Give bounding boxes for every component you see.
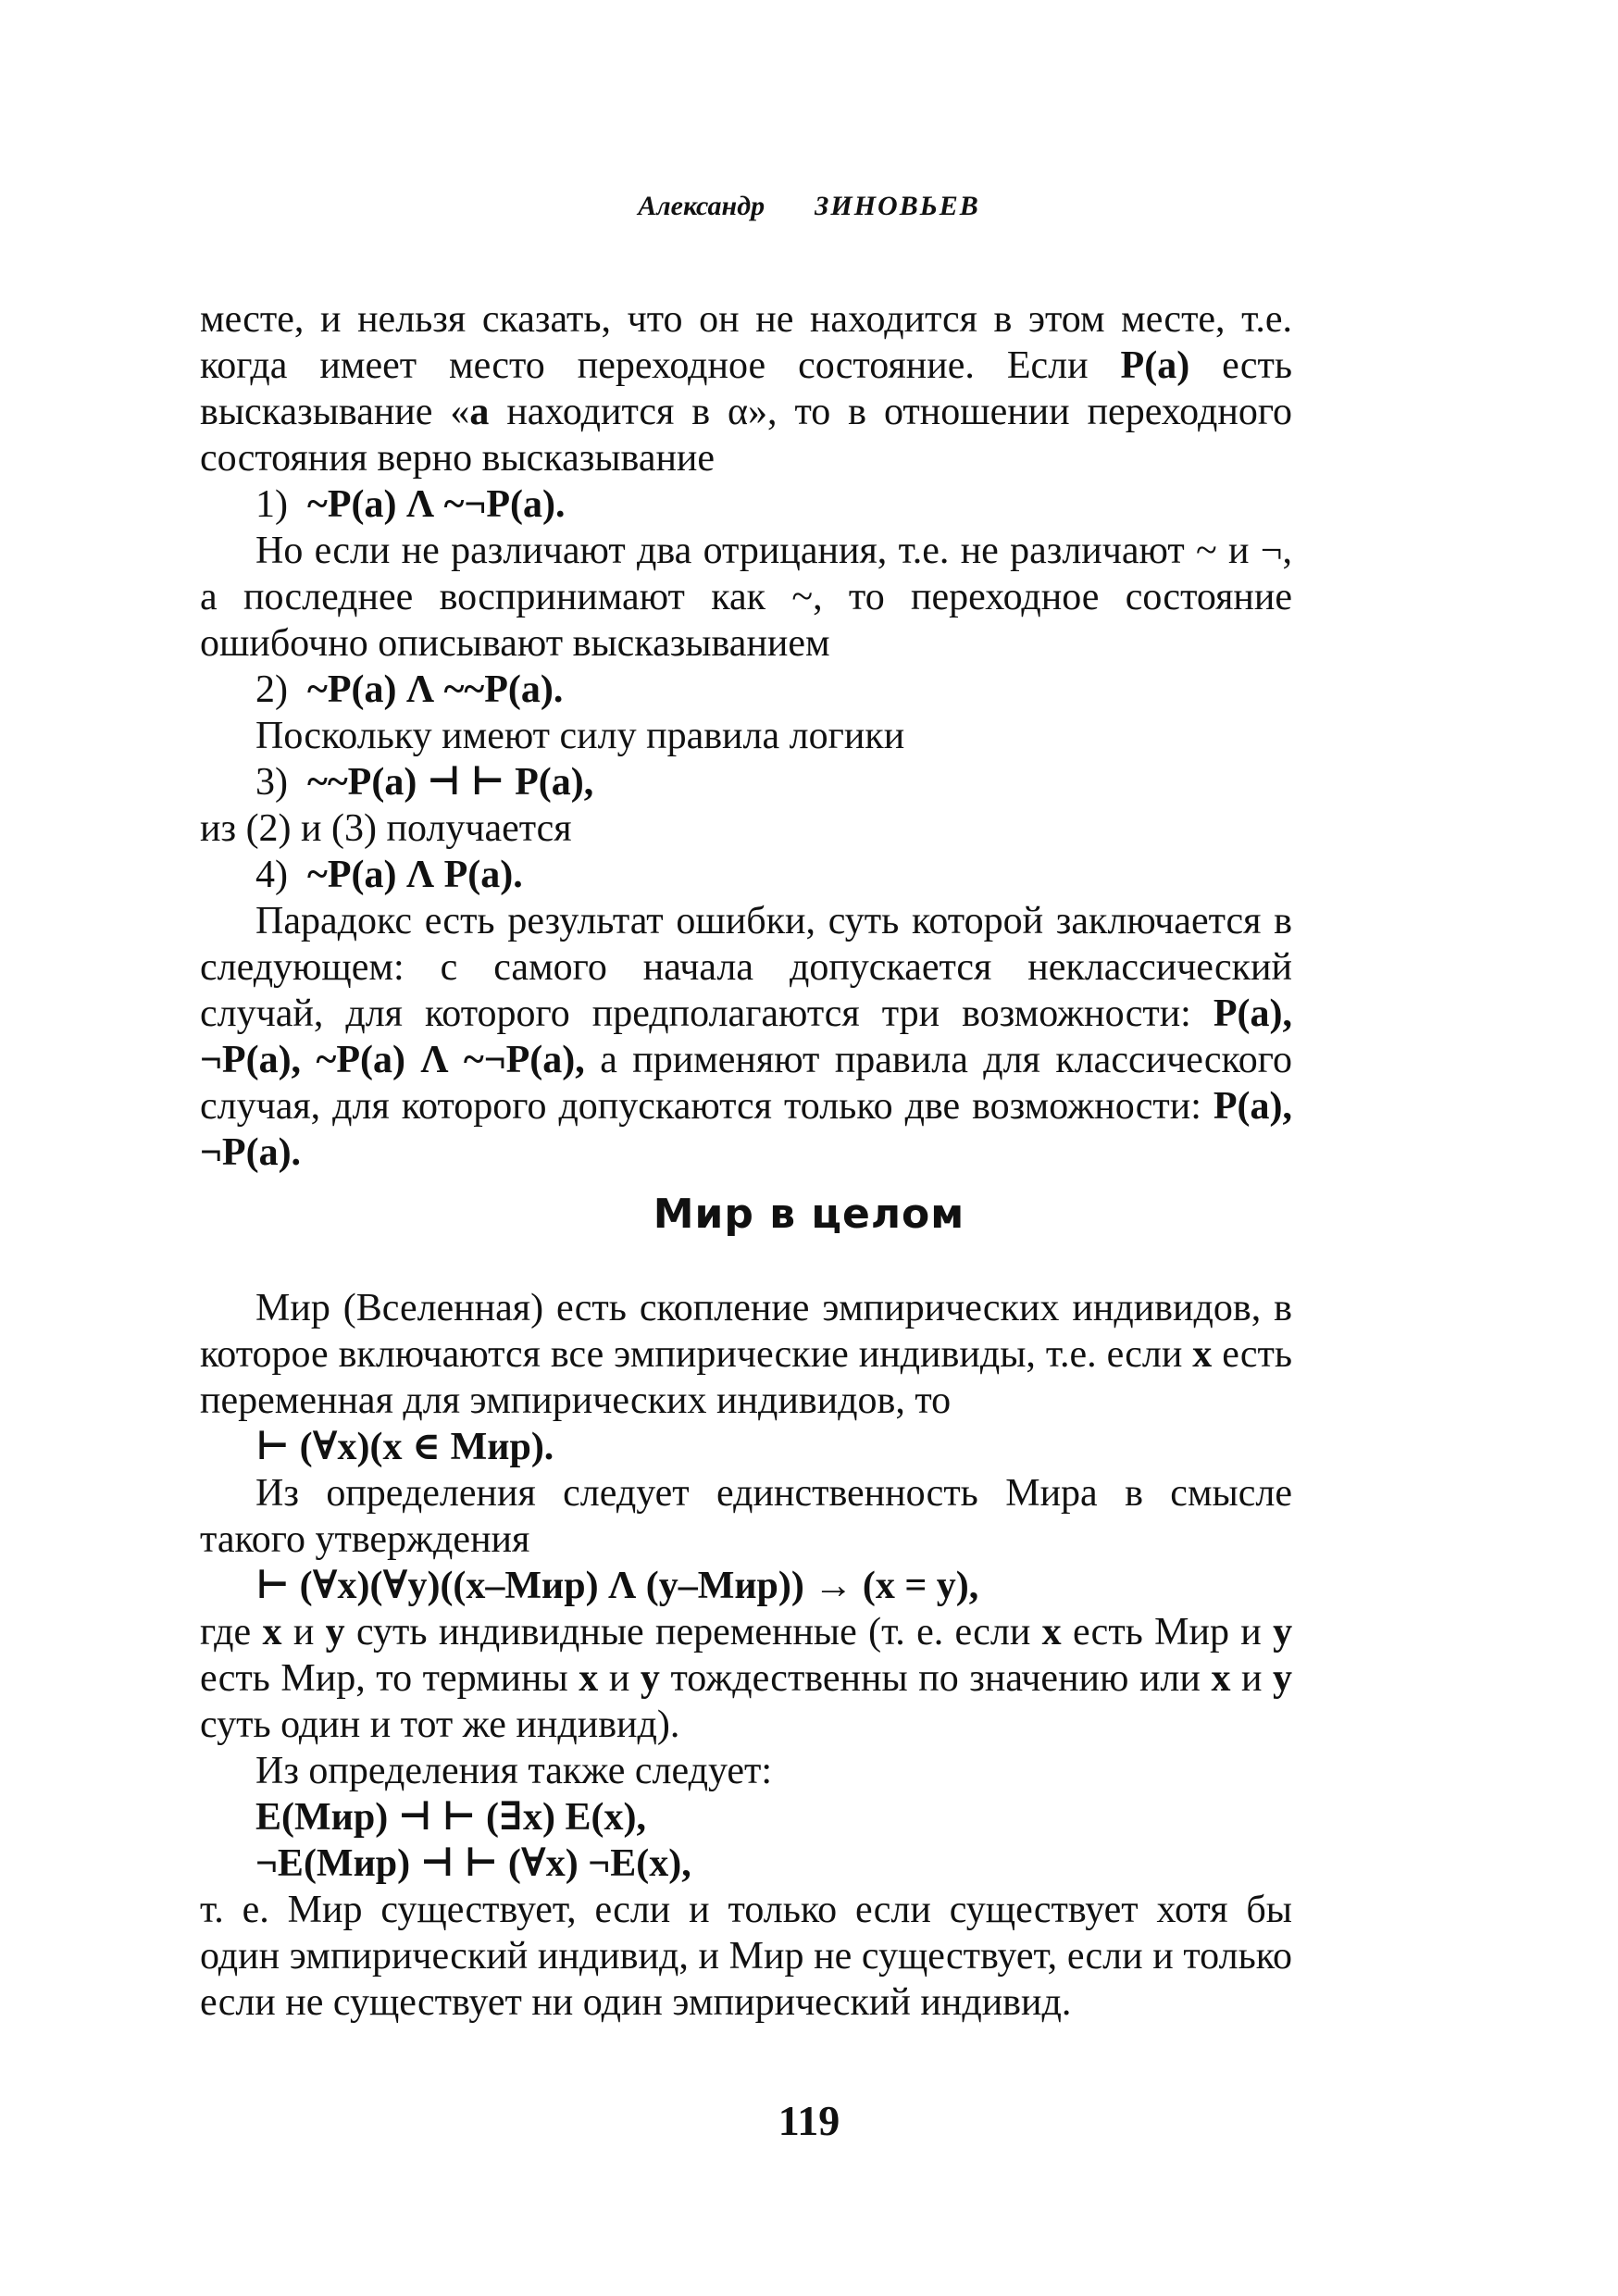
variable-inline: y — [325, 1611, 345, 1653]
formula-line-4 — [200, 852, 1292, 898]
variable-inline: x — [579, 1657, 599, 1700]
formula-number: 4) — [255, 854, 288, 896]
paragraph-text: суть один и тот же индивид). — [200, 1703, 680, 1746]
paragraph-text: и — [608, 1657, 630, 1700]
formula-text: ~P(a) Λ ~~P(a). — [307, 668, 564, 711]
variable-inline: a — [469, 391, 490, 433]
author-last-name: ЗИНОВЬЕВ — [815, 191, 980, 221]
formula-number: 1) — [255, 483, 288, 526]
paragraph: т. е. Мир существует, если и только если существует хотя бы один эмпирический индивид, и Мир не существует, если и только если не существует ни один эмпирический индивид. — [200, 1889, 1292, 2024]
formula-line-1 — [200, 481, 1292, 528]
paragraph: Поскольку имеют силу правила логики — [255, 715, 905, 757]
paragraph-text: суть индивидные переменные (т. е. если — [355, 1611, 1031, 1653]
paragraph-text: и — [292, 1611, 315, 1653]
variable-inline: y — [1273, 1611, 1293, 1653]
paragraph-text: находится в α», то в отношении переходного состояния верно высказывание — [200, 391, 1292, 480]
paragraph — [200, 898, 1292, 1176]
text-block-paradox — [200, 296, 1292, 1176]
paragraph-text: где — [200, 1611, 252, 1653]
paragraph-text: есть Мир, то термины — [200, 1657, 568, 1700]
paragraph-text: есть высказывание « — [200, 344, 1293, 433]
formula-line-3 — [200, 759, 1292, 805]
paragraph-text: есть переменная для эмпирических индивидов, то — [200, 1333, 1293, 1422]
variable-inline: x — [1192, 1333, 1213, 1376]
formula-line-world-2: ⊢ (∀x)(∀y)((x–Мир) Λ (y–Мир)) → (x = y), — [255, 1565, 979, 1607]
paragraph-text: а применяют правила для классического случая, для которого допускаются только две возможности: — [200, 1039, 1292, 1128]
paragraph-text: Парадокс есть результат ошибки, суть которой заключается в следующем: с самого начала допускается неклассический случай, для которого предполагаются три возможности: — [200, 900, 1292, 1035]
variable-inline: y — [1273, 1657, 1293, 1700]
paragraph: Но если не различают два отрицания, т.е. не различают ~ и ¬, а последнее воспринимают как ~, то переходное состояние ошибочно описывают высказыванием — [200, 530, 1292, 665]
text-block-world — [200, 1285, 1292, 2026]
paragraph — [200, 1609, 1292, 1748]
formula-line-world-1: ⊢ (∀x)(x ∈ Мир). — [255, 1426, 554, 1468]
formula-number: 3) — [255, 761, 288, 804]
formula-inline: P(a) — [1120, 344, 1190, 387]
paragraph — [200, 1285, 1292, 1424]
paragraph: Из определения также следует: — [255, 1750, 773, 1792]
variable-inline: x — [262, 1611, 282, 1653]
paragraph — [200, 296, 1292, 481]
paragraph-text: Мир (Вселенная) есть скопление эмпирических индивидов, в которое включаются все эмпирические индивиды, т.е. если — [200, 1287, 1292, 1376]
variable-inline: y — [640, 1657, 660, 1700]
paragraph: Из определения следует единственность Мира в смысле такого утверждения — [200, 1472, 1292, 1561]
paragraph: из (2) и (3) получается — [200, 807, 572, 850]
formula-line-2 — [200, 667, 1292, 713]
formula-line-world-4: ¬E(Мир) ⊣ ⊢ (∀x) ¬E(x), — [255, 1842, 691, 1885]
formula-text: ~P(a) Λ ~¬P(a). — [307, 483, 566, 526]
formula-text: ~~P(a) ⊣ ⊢ P(a), — [307, 761, 594, 804]
paragraph-text: и — [1241, 1657, 1263, 1700]
running-header — [0, 191, 1618, 222]
variable-inline: x — [1041, 1611, 1062, 1653]
formula-inline: P(a), ¬P(a), ~P(a) Λ ~¬P(a), — [200, 992, 1292, 1081]
formula-inline: P(a), ¬P(a). — [200, 1085, 1293, 1174]
formula-line-world-3: E(Мир) ⊣ ⊢ (∃x) E(x), — [255, 1796, 646, 1839]
paragraph-text: есть Мир и — [1072, 1611, 1262, 1653]
formula-text: ~P(a) Λ P(a). — [307, 854, 523, 896]
section-heading: Мир в целом — [653, 1191, 965, 1238]
paragraph-text: тождественны по значению или — [670, 1657, 1201, 1700]
variable-inline: x — [1211, 1657, 1231, 1700]
paragraph-text: месте, и нельзя сказать, что он не находится в этом месте, т.е. когда имеет место переходное состояние. Если — [200, 298, 1292, 387]
author-first-name: Александр — [638, 191, 765, 221]
page-number: 119 — [778, 2097, 840, 2144]
formula-number: 2) — [255, 668, 288, 711]
